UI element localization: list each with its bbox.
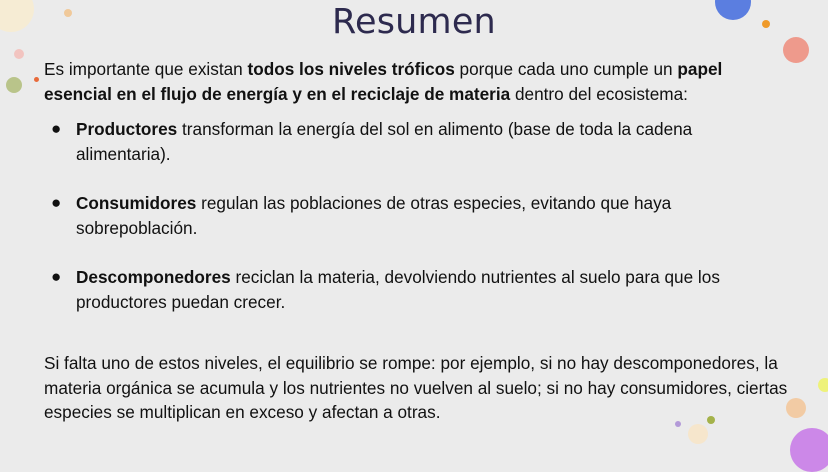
intro-bold: todos los niveles tróficos bbox=[247, 59, 455, 79]
decor-dot bbox=[790, 428, 828, 472]
list-item-text: regulan las poblaciones de otras especies, evitando que haya sobrepoblación. bbox=[76, 193, 672, 238]
decor-dot bbox=[688, 424, 708, 444]
list-item-term: Productores bbox=[76, 119, 178, 139]
decor-dot bbox=[818, 378, 828, 392]
intro-paragraph bbox=[44, 57, 774, 106]
intro-text: dentro del ecosistema: bbox=[510, 83, 688, 104]
list-item-text: transforman la energía del sol en alimento (base de toda la cadena alimentaria). bbox=[76, 119, 693, 164]
trophic-levels-list bbox=[44, 117, 784, 339]
decor-dot bbox=[14, 49, 24, 59]
bullet-marker: ● bbox=[51, 267, 62, 286]
intro-bold: papel esencial en el flujo de energía y en el reciclaje de materia bbox=[44, 59, 723, 104]
list-item-productores bbox=[44, 117, 784, 166]
bullet-marker: ● bbox=[51, 119, 62, 138]
list-item-consumidores bbox=[44, 191, 784, 240]
decor-dot bbox=[6, 77, 22, 93]
closing-paragraph: Si falta uno de estos niveles, el equilibrio se rompe: por ejemplo, si no hay descomponedores, la materia orgánica se acumula y los nutrientes no vuelven al suelo; si no hay consumidores, ciertas especies se multiplican en exceso y afectan a otras. bbox=[44, 353, 788, 422]
slide-title: Resumen bbox=[332, 2, 496, 42]
intro-text: porque cada uno cumple un bbox=[454, 59, 678, 79]
list-item-descomponedores bbox=[44, 265, 784, 314]
list-item-term: Descomponedores bbox=[76, 267, 231, 287]
list-item-text: reciclan la materia, devolviendo nutrientes al suelo para que los productores puedan crecer. bbox=[76, 267, 720, 312]
bullet-marker: ● bbox=[51, 193, 62, 212]
intro-text: Es importante que existan bbox=[44, 59, 248, 79]
decor-dot bbox=[34, 77, 39, 82]
list-item-term: Consumidores bbox=[76, 193, 197, 213]
